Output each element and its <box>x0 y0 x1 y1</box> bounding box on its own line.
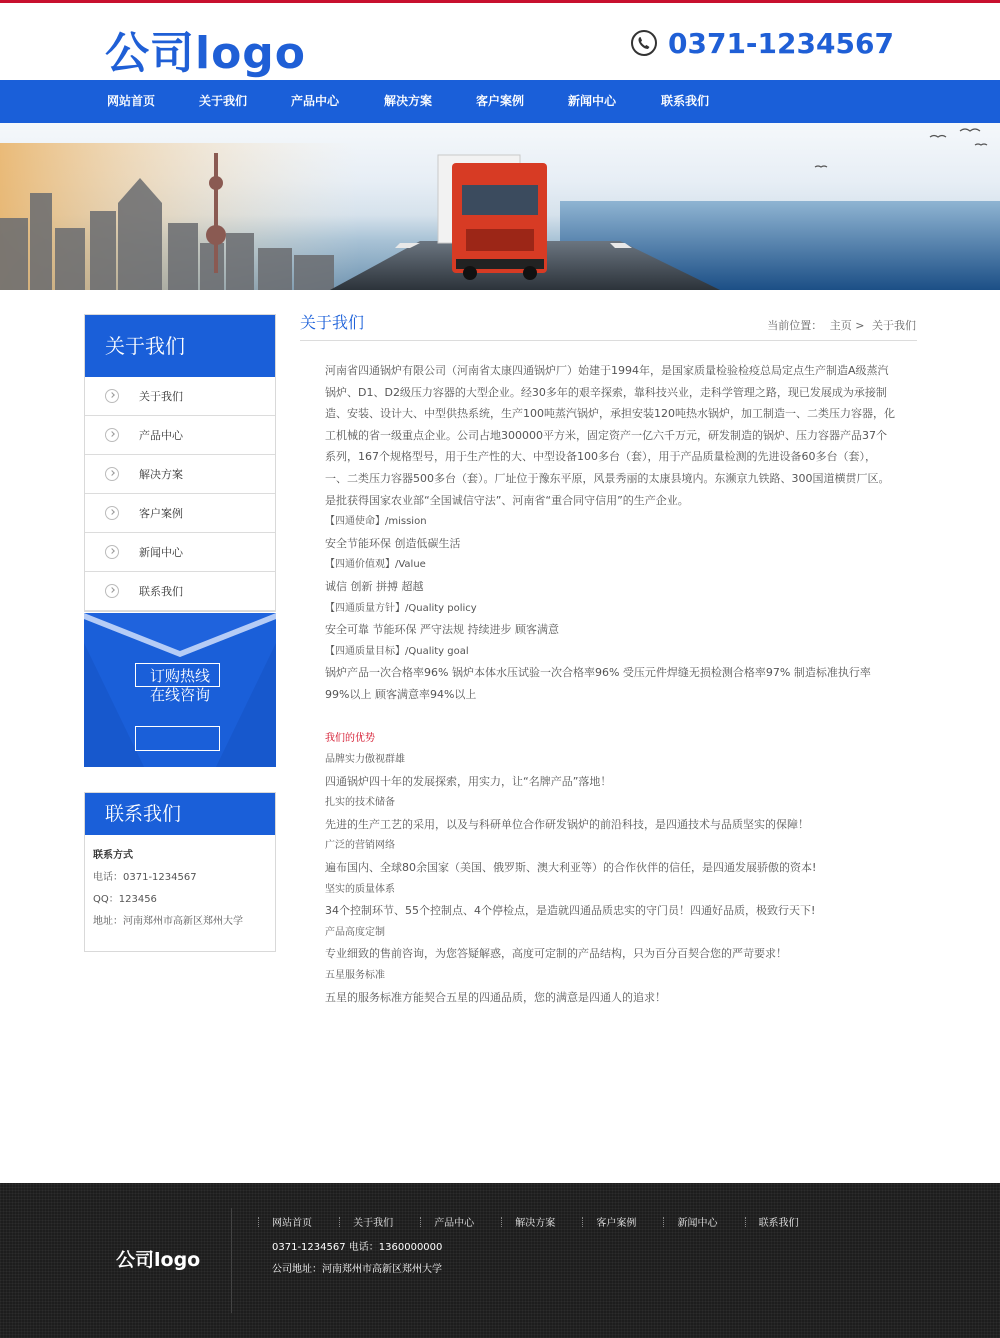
advantage-label: 品牌实力傲视群雄 <box>325 754 405 766</box>
advantage-text: 五星的服务标准方能契合五星的四通品质，您的满意是四通人的追求！ <box>325 990 666 1004</box>
chevron-right-icon <box>105 428 119 442</box>
footer-nav-separator <box>582 1217 584 1227</box>
policy-text: 安全可靠 节能环保 严守法规 持续进步 顾客满意 <box>325 623 559 637</box>
sidebar-item-label: 联系我们 <box>139 585 183 598</box>
breadcrumb-current[interactable]: 关于我们 <box>872 319 916 332</box>
hotline-panel[interactable] <box>84 613 276 767</box>
contact-heading: 联系方式 <box>93 850 133 861</box>
footer-nav-solutions[interactable]: 解决方案 <box>515 1218 556 1229</box>
chevron-right-icon <box>105 545 119 559</box>
nav-item-solutions[interactable]: 解决方案 <box>384 94 433 108</box>
footer-nav-separator <box>663 1217 665 1227</box>
nav-item-cases[interactable]: 客户案例 <box>476 94 525 108</box>
advantage-label: 广泛的营销网络 <box>325 840 395 852</box>
sidebar-item-products[interactable] <box>85 416 275 455</box>
footer-nav-news[interactable]: 新闻中心 <box>677 1218 718 1229</box>
sidebar-about <box>84 314 276 612</box>
advantages-title: 我们的优势 <box>325 732 375 744</box>
advantage-text: 34个控制环节、55个控制点、4个停检点，是造就四通品质忠实的守门员！四通好品质，极致行天下! <box>325 904 816 918</box>
footer-nav <box>258 1211 821 1229</box>
footer-nav-contact[interactable]: 联系我们 <box>758 1218 799 1229</box>
footer-nav-separator <box>420 1217 422 1227</box>
page-title: 关于我们 <box>300 313 365 332</box>
title-divider <box>300 340 917 341</box>
site-header <box>0 3 1000 80</box>
main-nav <box>0 80 1000 123</box>
chevron-right-icon <box>105 389 119 403</box>
mission-text: 安全节能环保 创造低碳生活 <box>325 536 461 550</box>
hotline-phone-frame <box>135 726 220 751</box>
sidebar-item-about[interactable] <box>85 377 275 416</box>
contact-qq: QQ：123456 <box>93 894 157 905</box>
phone-icon <box>630 29 658 57</box>
advantage-label: 坚实的质量体系 <box>325 883 395 895</box>
advantage-label: 五星服务标准 <box>325 970 385 982</box>
nav-item-products[interactable]: 产品中心 <box>291 94 340 108</box>
advantage-label: 产品高度定制 <box>325 926 385 938</box>
breadcrumb-prefix: 当前位置： <box>767 319 823 332</box>
chevron-right-icon <box>105 506 119 520</box>
breadcrumb-home[interactable]: 主页 > <box>829 319 865 332</box>
contact-phone: 电话：0371-1234567 <box>93 872 197 883</box>
policy-label: 【四通质量方针】/Quality policy <box>325 602 477 614</box>
sidebar-contact <box>84 792 276 952</box>
contact-title: 联系我们 <box>85 793 275 835</box>
hero-banner <box>0 123 1000 290</box>
footer-nav-home[interactable]: 网站首页 <box>272 1218 312 1229</box>
footer-nav-separator <box>745 1217 747 1227</box>
section-gap <box>325 706 895 728</box>
footer-address: 公司地址：河南郑州市高新区郑州大学 <box>272 1264 442 1275</box>
nav-item-home[interactable]: 网站首页 <box>107 94 156 108</box>
value-label: 【四通价值观】/Value <box>325 559 426 571</box>
nav-item-news[interactable]: 新闻中心 <box>568 94 617 108</box>
advantage-text: 遍布国内、全球80余国家（美国、俄罗斯、澳大利亚等）的合作伙伴的信任，是四通发展骄傲的资本! <box>325 861 817 875</box>
advantage-text: 先进的生产工艺的采用，以及与科研单位合作研发锅炉的前沿科技，是四通技术与品质坚实的保障！ <box>325 817 809 831</box>
sidebar-item-label: 解决方案 <box>139 468 183 481</box>
sidebar-item-contact[interactable] <box>85 572 275 611</box>
chevron-right-icon <box>105 584 119 598</box>
sidebar-item-label: 客户案例 <box>139 507 183 520</box>
sidebar-title: 关于我们 <box>85 315 275 377</box>
goal-label: 【四通质量目标】/Quality goal <box>325 645 469 657</box>
contact-details <box>85 835 275 943</box>
value-text: 诚信 创新 拼搏 超越 <box>325 579 424 593</box>
sidebar-item-cases[interactable] <box>85 494 275 533</box>
footer-divider <box>231 1208 232 1313</box>
banner-illustration <box>0 123 1000 290</box>
hotline-subtitle: 在线咨询 <box>149 686 210 704</box>
chevron-right-icon <box>105 467 119 481</box>
intro-paragraph: 河南省四通锅炉有限公司（河南省太康四通锅炉厂）始建于1994年，是国家质量检验检疫总局定点生产制造A级蒸汽锅炉、D1、D2级压力容器的大型企业。经30多年的艰辛探索，靠科技兴业，走科学管理之路，现已发展成为承接制造、安装、设计大、中型供热系统，生产100吨蒸汽锅炉，承担安装120吨热水锅炉，加工制造一、二类压力容器，化工机械的省一级重点企业。公司占地300000平方米，固定资产一亿六千万元，研发制造的锅炉、压力容器产品37个系列，167个规格型号，用于生产性的大、中型设备100多台（套），用于产品质量检测的先进设备60多台（套），一、二类压力容器500多台（套）。厂址位于豫东平原，风景秀丽的太康县境内。东濒京九铁路、300国道横贯厂区。是批获得国家农业部“全国诚信守法”、河南省“重合同守信用”的生产企业。 <box>325 364 895 507</box>
mission-label: 【四通使命】/mission <box>325 516 427 528</box>
goal-text: 锅炉产品一次合格率96% 锅炉本体水压试验一次合格率96% 受压元件焊缝无损检测合格率97% 制造标准执行率99%以上 顾客满意率94%以上 <box>325 666 871 701</box>
sidebar-item-label: 新闻中心 <box>139 546 183 559</box>
footer-nav-cases[interactable]: 客户案例 <box>596 1218 637 1229</box>
about-content <box>325 360 895 1008</box>
nav-item-about[interactable]: 关于我们 <box>199 94 248 108</box>
footer-nav-separator <box>258 1217 260 1227</box>
footer-nav-separator <box>501 1217 503 1227</box>
sidebar-item-label: 产品中心 <box>139 429 183 442</box>
site-logo[interactable]: 公司logo <box>105 28 307 79</box>
contact-address: 地址：河南郑州市高新区郑州大学 <box>93 916 243 927</box>
sidebar-item-news[interactable] <box>85 533 275 572</box>
footer-nav-separator <box>339 1217 341 1227</box>
advantage-text: 四通锅炉四十年的发展探索，用实力，让“名牌产品”落地！ <box>325 774 612 788</box>
footer-nav-products[interactable]: 产品中心 <box>434 1218 475 1229</box>
sidebar-menu <box>85 377 275 611</box>
sidebar-item-solutions[interactable] <box>85 455 275 494</box>
breadcrumb <box>763 317 916 333</box>
advantage-label: 扎实的技术储备 <box>325 797 395 809</box>
advantage-text: 专业细致的售前咨询，为您答疑解惑，高度可定制的产品结构，只为百分百契合您的严苛要求！ <box>325 947 787 961</box>
hotline-title: 订购热线 <box>149 667 210 685</box>
footer-phone: 0371-1234567 电话：1360000000 <box>272 1242 443 1253</box>
sidebar-item-label: 关于我们 <box>139 390 183 403</box>
footer-logo[interactable]: 公司logo <box>116 1249 201 1271</box>
nav-item-contact[interactable]: 联系我们 <box>661 94 710 108</box>
header-phone <box>630 23 894 63</box>
footer-nav-about[interactable]: 关于我们 <box>353 1218 394 1229</box>
site-footer <box>0 1183 1000 1338</box>
header-phone-number: 0371-1234567 <box>668 26 894 60</box>
